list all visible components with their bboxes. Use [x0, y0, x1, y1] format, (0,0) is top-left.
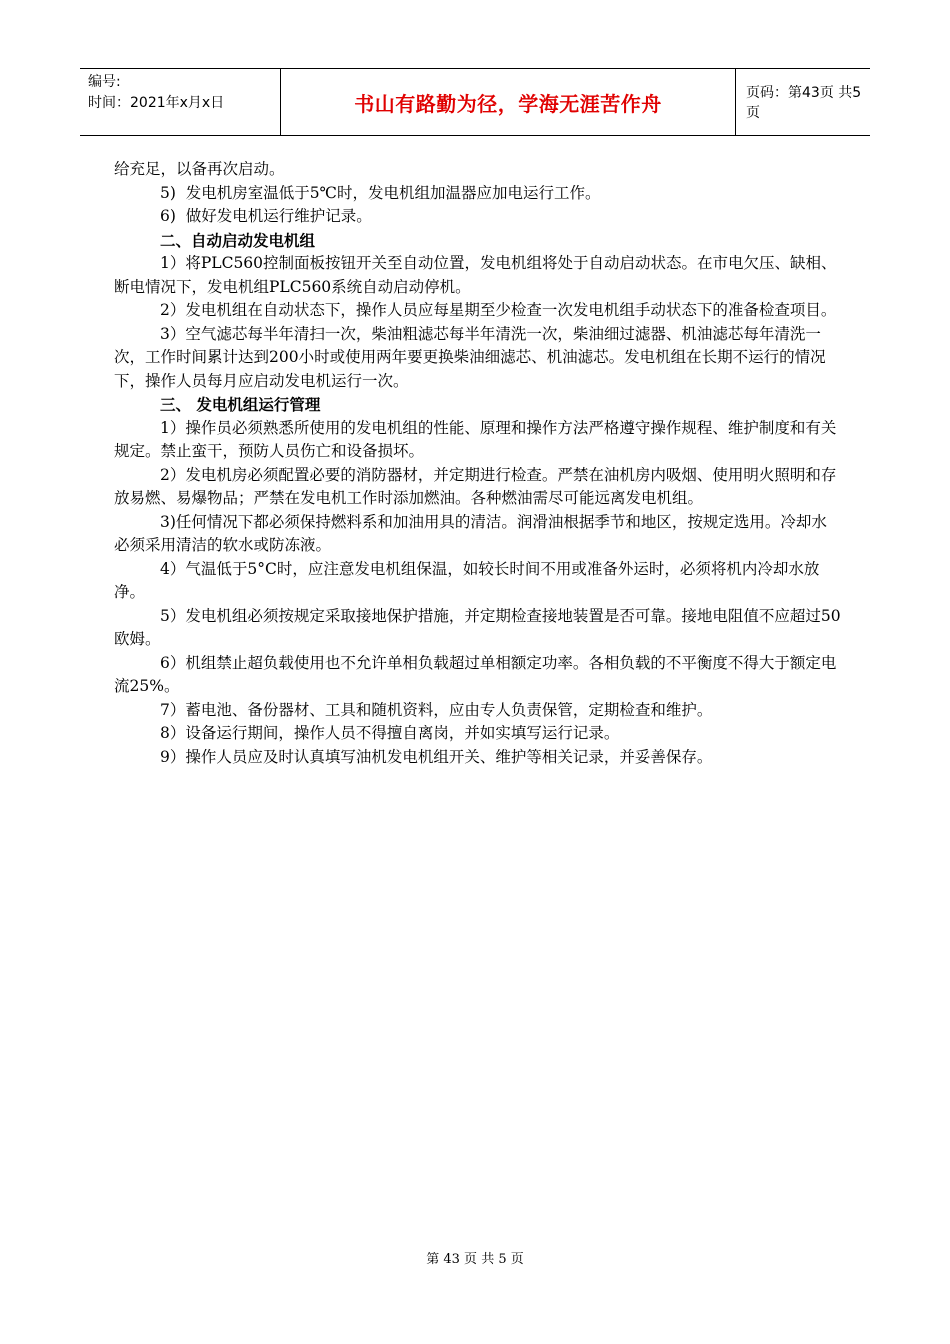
paragraph: 4）气温低于5°C时，应注意发电机组保温，如较长时间不用或准备外运时，必须将机内冷却水放净。 — [114, 559, 820, 601]
paragraph: 8）设备运行期间，操作人员不得擅自离岗，并如实填写运行记录。 — [160, 724, 620, 742]
paragraph: 5）发电机组必须按规定采取接地保护措施，并定期检查接地装置是否可靠。接地电阻值不应超过50欧姆。 — [114, 606, 841, 648]
section-heading: 三、 发电机组运行管理 — [160, 395, 321, 414]
paragraph: 7）蓄电池、备份器材、工具和随机资料，应由专人负责保管，定期检查和维护。 — [160, 700, 713, 719]
paragraph: 9）操作人员应及时认真填写油机发电机组开关、维护等相关记录，并妥善保存。 — [160, 747, 713, 766]
header-info — [80, 69, 281, 135]
paragraph: 1）操作员必须熟悉所使用的发电机组的性能、原理和操作方法严格遵守操作规程、维护制度和有关规定。禁止蛮干，预防人员伤亡和设备损坏。 — [114, 418, 837, 460]
header-motto: 书山有路勤为径，学海无涯苦作舟 — [281, 69, 736, 135]
paragraph: 3）空气滤芯每半年清扫一次，柴油粗滤芯每半年清洗一次，柴油细过滤器、机油滤芯每年清洗一次，工作时间累计达到200小时或使用两年要更换柴油细滤芯、机油滤芯。发电机组在长期不运行的情况下，操作人员每月应启动发电机运行一次。 — [114, 324, 826, 390]
paragraph: 5) 发电机房室温低于5℃时，发电机组加温器应加电运行工作。 — [160, 183, 601, 202]
document-body — [114, 158, 842, 769]
section-heading: 二、自动启动发电机组 — [160, 230, 316, 250]
page-header — [80, 68, 870, 136]
document-number-label: 编号: — [88, 74, 121, 90]
paragraph: 1）将PLC560控制面板按钮开关至自动位置，发电机组将处于自动启动状态。在市电欠压、缺相、断电情况下，发电机组PLC560系统自动启动停机。 — [114, 254, 837, 296]
page-footer: 第 43 页 共 5 页 — [426, 1252, 524, 1267]
paragraph: 6）机组禁止超负载使用也不允许单相负载超过单相额定功率。各相负载的不平衡度不得大于额定电流25%。 — [114, 653, 837, 695]
paragraph: 给充足，以备再次启动。 — [114, 160, 285, 178]
paragraph: 2）发电机组在自动状态下，操作人员应每星期至少检查一次发电机组手动状态下的准备检查项目。 — [160, 301, 837, 319]
paragraph: 3)任何情况下都必须保持燃料系和加油用具的清洁。润滑油根据季节和地区，按规定选用。冷却水必须采用清洁的软水或防冻液。 — [114, 512, 827, 554]
document-time-label: 时间：2021年x月x日 — [88, 95, 225, 111]
paragraph: 2）发电机房必须配置必要的消防器材，并定期进行检查。严禁在油机房内吸烟、使用明火照明和存放易燃、易爆物品；严禁在发电机工作时添加燃油。各种燃油需尽可能远离发电机组。 — [114, 465, 837, 507]
header-page-label: 页码：第43页 共5页 — [746, 85, 862, 121]
paragraph: 6) 做好发电机运行维护记录。 — [160, 207, 372, 225]
